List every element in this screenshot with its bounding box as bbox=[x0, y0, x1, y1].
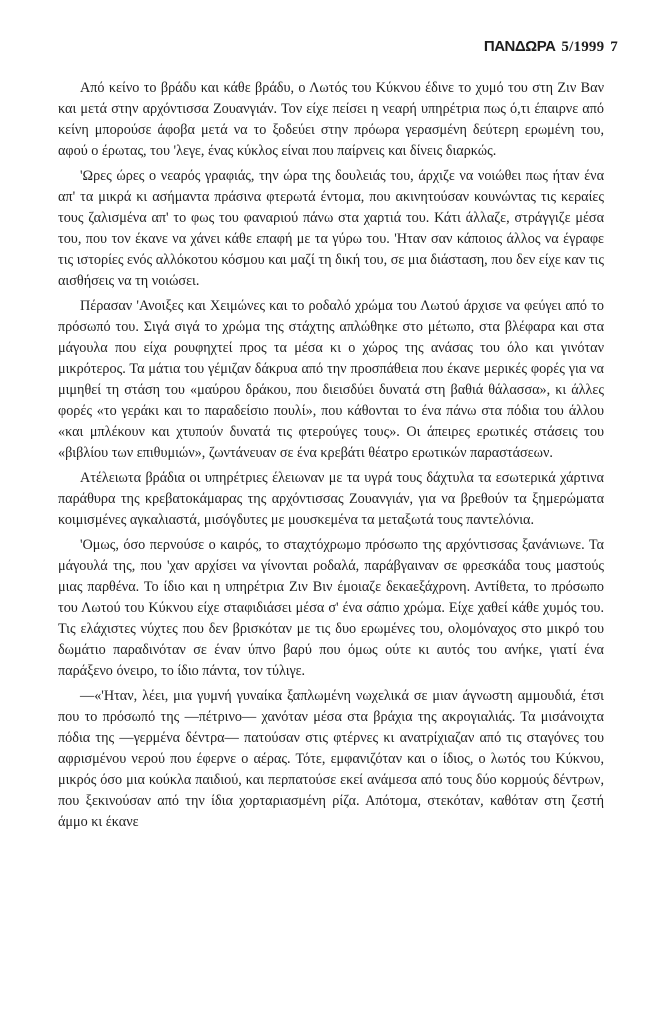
page-header bbox=[484, 38, 618, 56]
paragraph: Από κείνο το βράδυ και κάθε βράδυ, ο Λωτός του Κύκνου έδινε το χυμό του στη Ζιν Βαν και μετά στην αρχόντισσα Ζουανγιάν. Τον είχε πείσει η νεαρή υπηρέτρια πως ό,τι έπαιρνε από κείνη μπορούσε άφοβα μετά να το ξοδεύει στην πρόωρα γερασμένη δεύτερη ερωμένη του, αφού ο έρωτας, του 'λεγε, ένας κύκλος είναι που παίρνεις και δίνεις διαρκώς. bbox=[58, 80, 604, 159]
paragraph: —«'Ηταν, λέει, μια γυμνή γυναίκα ξαπλωμένη νωχελικά σε μιαν άγνωστη αμμουδιά, έτσι που το πρόσωπό της —πέτρινο— χανόταν μέσα στα βράχια της ακρογιαλιάς. Τα μισάνοιχτα πόδια της —γερμένα δέντρα— πατούσαν στις φτέρνες κι ανατρίχιαζαν από τις σταγόνες του αφρισμένου νερού που έφερνε ο αέρας. Τότε, εμφανιζόταν και ο ίδιος, ο λωτός του Κύκνου, μικρός όσο μια κούκλα παιδιού, και περπατούσε εκεί ανάμεσα από τους δύο κορμούς δέντρων, που ξεκινούσαν από την ίδια χορταριασμένη ρίζα. Απότομα, στεκόταν, καθόταν στη ζεστή άμμο κι έκανε bbox=[58, 688, 604, 830]
paragraph: Πέρασαν 'Ανοιξες και Χειμώνες και το ροδαλό χρώμα του Λωτού άρχισε να φεύγει από το πρόσωπό του. Σιγά σιγά το χρώμα της στάχτης απλώθηκε στο μέτωπο, στα βλέφαρα και στα μάγουλα που είχα ρουφηχτεί προς τα μέσα κι ο χώρος της ανάσας του όλο και γινόταν μικρότερος. Τα μάτια του γέμιζαν δάκρυα από την προσπάθεια που έκανε μερικές φορές για να μιμηθεί τη στάση του «μαύρου δράκου, που διεισδύει δυνατά στη βαθιά θάλασσα», κι άλλες φορές «το γεράκι και το παραδείσιο πουλί», που κάθονται το ένα πάνω στα πόδια του άλλου «και μπλέκουν και χτυπούν δυνατά τις φτερούγες τους». Οι άπειρες ερωτικές στάσεις του «βιβλίου των επιθυμιών», ζωντάνευαν σε ένα κρεβάτι θέατρο ερωτικών παραστάσεων. bbox=[58, 298, 604, 461]
magazine-title: ΠΑΝΔΩΡΑ bbox=[483, 38, 556, 55]
article-body bbox=[58, 78, 604, 837]
paragraph: 'Ομως, όσο περνούσε ο καιρός, το σταχτόχρωμο πρόσωπο της αρχόντισσας ξανάνιωνε. Τα μάγουλά της, που 'χαν αρχίσει να γίνονται ροδαλά, παράβγαιναν σε φρεσκάδα τους μαστούς μιας παρθένα. Το ίδιο και η υπηρέτρια Ζιν Βιν έμοιαζε δεκαεξάχρονη. Αντίθετα, το πρόσωπο του Λωτού του Κύκνου είχε σταφιδιάσει μέσα σ' ένα σάπιο χρώμα. Είχε χαθεί κάθε χυμός του. Τις ελάχιστες νύχτες που δεν βρισκόταν με τις δυο ερωμένες του, ολομόναχος στο μικρό του δωμάτιο παραδινόταν σε έναν ύπνο βαρύ που όμως ούτε κι αυτός του ανήκε, γιατί ένα παράξενο όνειρο, το ίδιο πάντα, τον τύλιγε. bbox=[58, 537, 604, 679]
issue-date: 5/1999 bbox=[561, 39, 605, 55]
paragraph: 'Ωρες ώρες ο νεαρός γραφιάς, την ώρα της δουλειάς του, άρχιζε να νοιώθει πως ήταν ένα απ' τα μικρά κι ασήμαντα πράσινα φτερωτά έντομα, που ακινητούσαν κουνώντας τις κεραίες τους ζαλισμένα απ' το φως του φαναριού πάνω στα χαρτιά του. Κάτι άλλαζε, στράγγιζε μέσα του, που τον έκανε να χάνει κάθε επαφή με τα γύρω του. 'Ηταν σαν κάποιος άλλος να έγραφε τις ιστορίες ενός αλλόκοτου κόσμου και μαζί τη δική του, σε μια διάσταση, που δεν είχε καν τις αισθήσεις να τη νοιώσει. bbox=[58, 168, 604, 289]
page-number: 7 bbox=[610, 39, 618, 55]
paragraph: Ατέλειωτα βράδια οι υπηρέτριες έλειωναν με τα υγρά τους δάχτυλα τα εσωτερικά χάρτινα παράθυρα της κρεβατοκάμαρας της αρχόντισσας Ζουανγιάν, για να βρεθούν τα ξημερώματα κοιμισμένες αγκαλιαστά, μισόγδυτες με μουσκεμένα τα μεταξωτά τους παντελόνια. bbox=[58, 470, 604, 528]
